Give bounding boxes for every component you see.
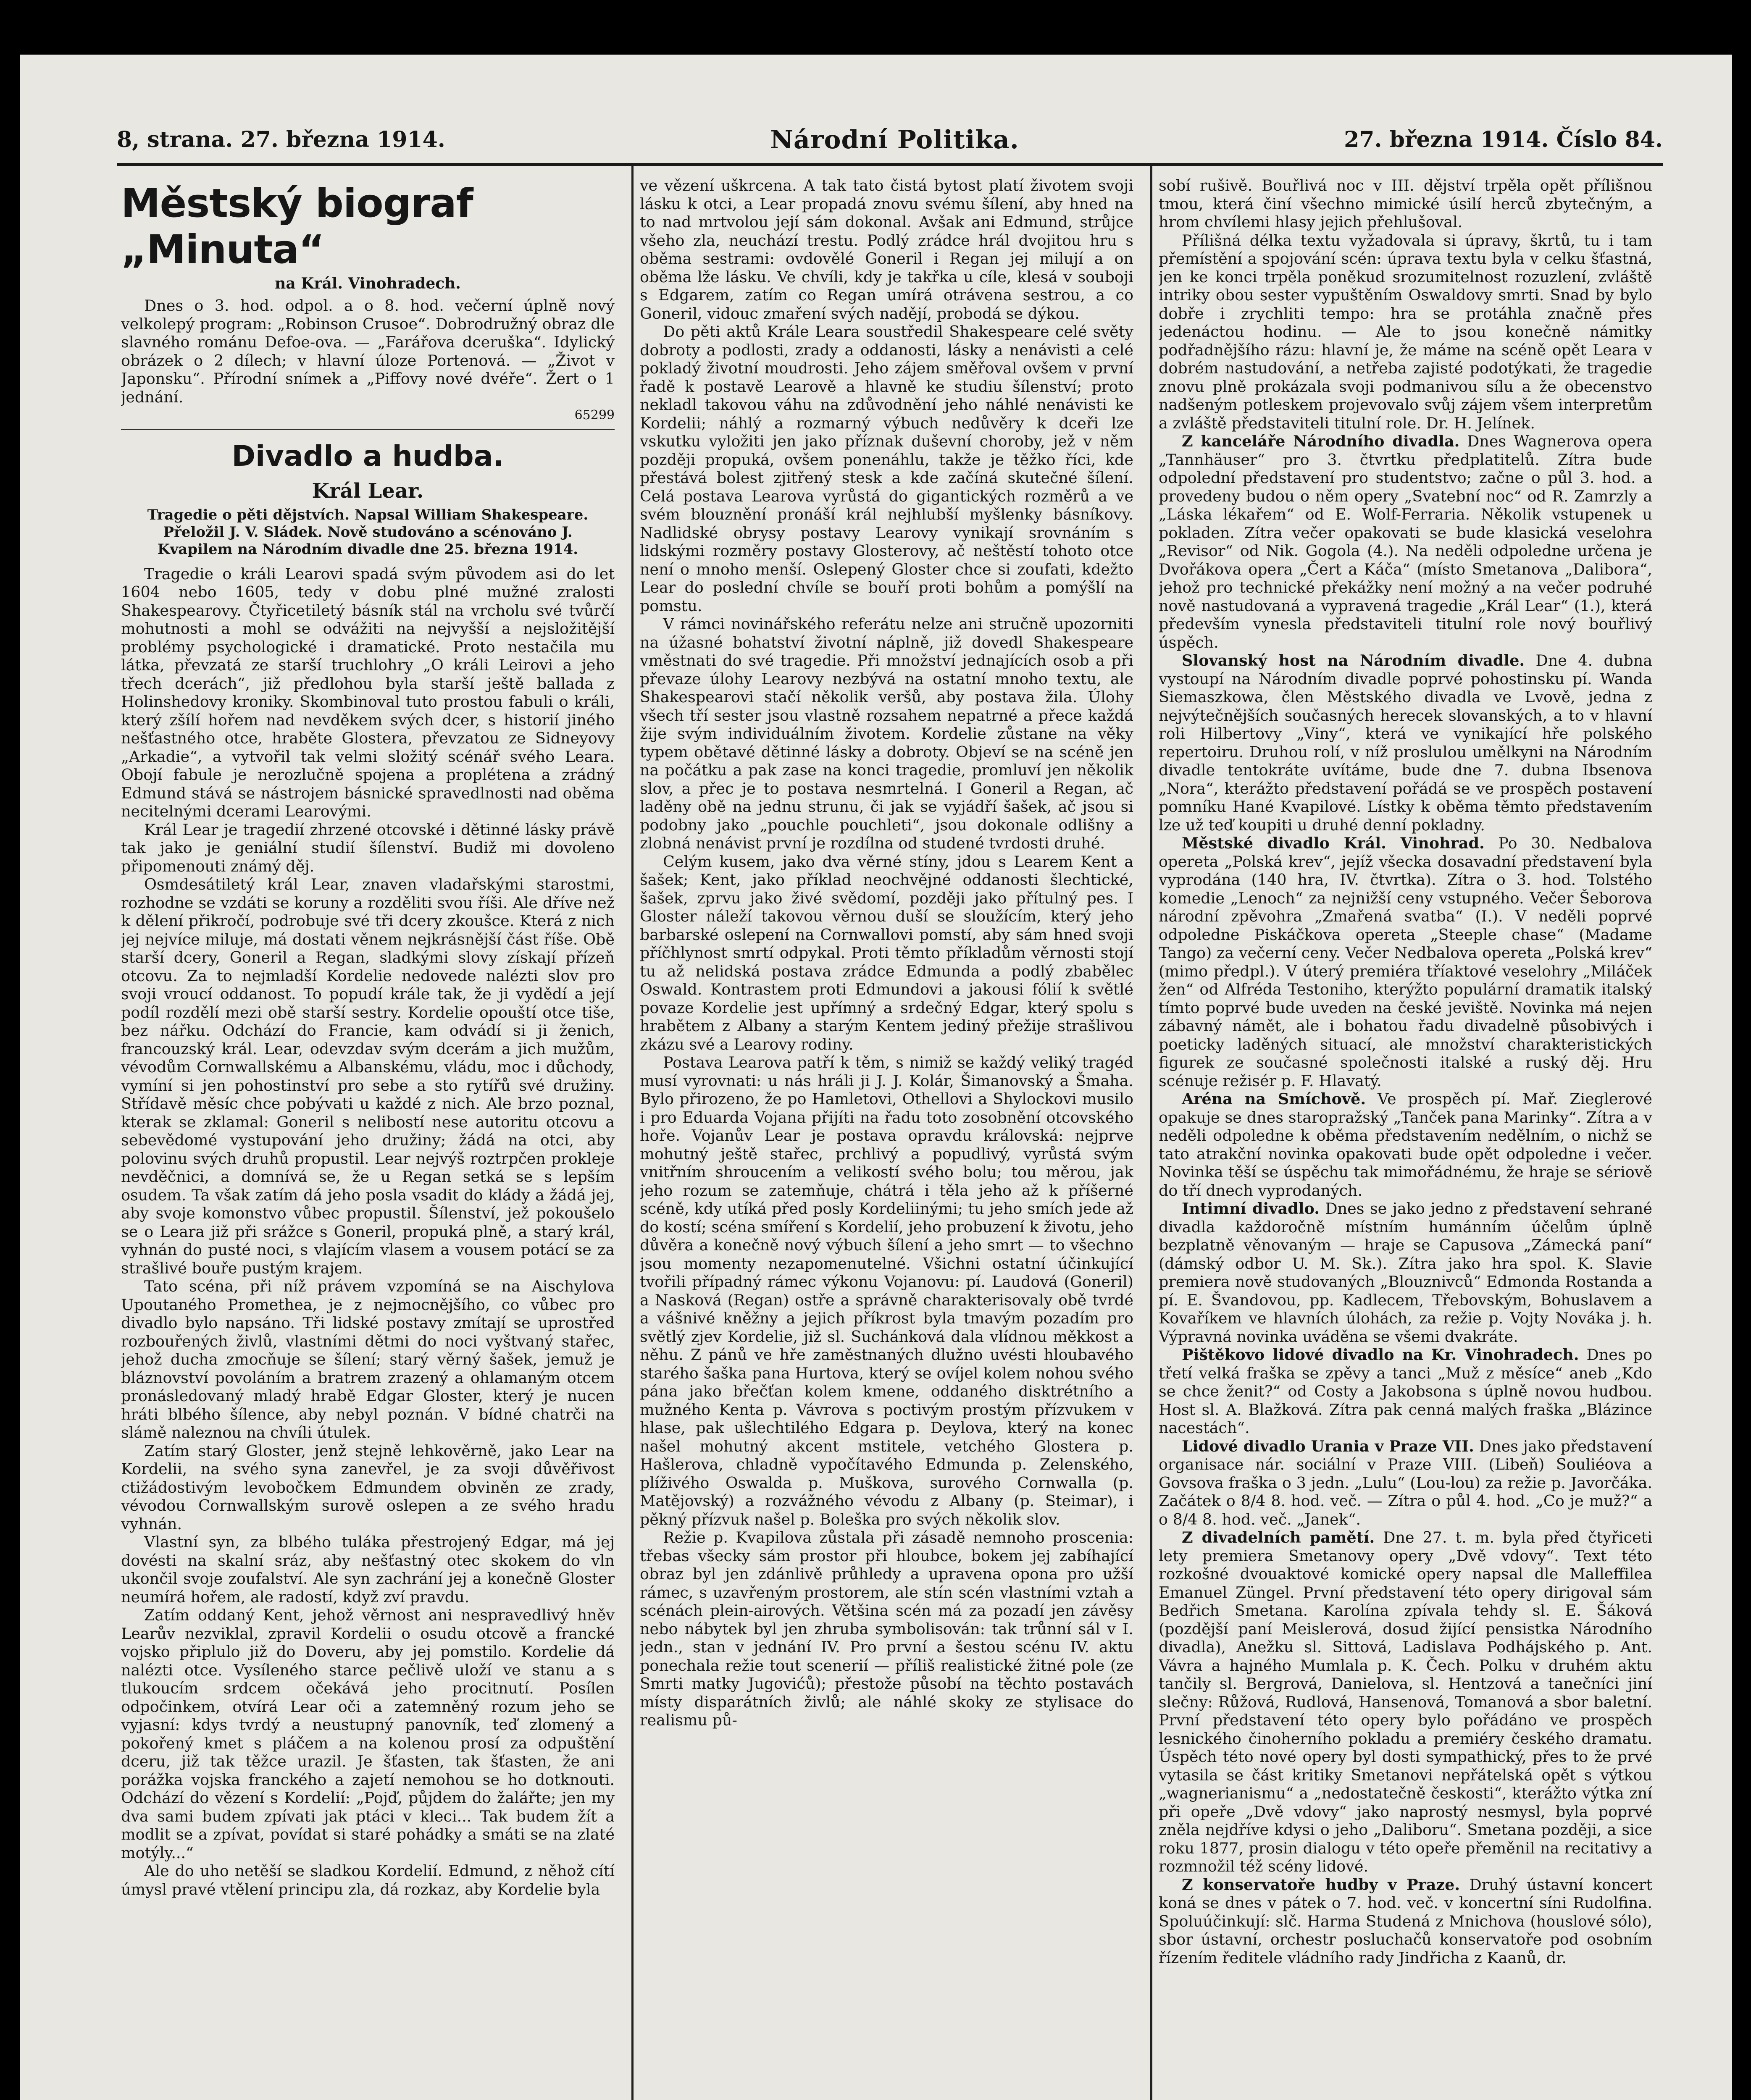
masthead-right: 27. března 1914. Číslo 84. xyxy=(1344,127,1663,152)
paragraph: Zatím starý Gloster, jenž stejně lehkověrně, jako Lear na Kordelii, na svého syna zanevřel, je za svoji důvěřivost ctižádostivým levobočkem Edmundem obviněn ze zrady, vévodou Cornwallským surově oslepen a ze svého hradu vyhnán. xyxy=(121,1441,615,1533)
masthead-rule xyxy=(117,163,1663,166)
ad-title: Městský biograf „Minuta“ xyxy=(121,181,473,273)
news-item-heading: Pištěkovo lidové divadlo na Kr. Vinohradech. xyxy=(1182,1346,1579,1364)
news-item xyxy=(1159,651,1652,834)
column-1 xyxy=(121,176,615,2100)
news-item-heading: Slovanský host na Národním divadle. xyxy=(1182,651,1525,669)
article-body xyxy=(121,565,615,1899)
ad-location: na Král. Vinohradech. xyxy=(275,275,461,292)
news-item-text: Dnes se jako jedno z představení sehrané divadla každoročně místním humánním účelům úplně bezplatně věnovaným — hraje se Capusova „Zámecká paní“ (dámský odbor U. M. Sk.). Zítra jako hra spol. K. Slavie premiera nově studovaných „Blouznivců“ Edmonda Rostanda a pí. E. Švandovou, pp. Kadlecem, Třebovským, Bohuslavem a Kovaříkem ve hlavních úlohách, za režie p. Vojty Nováka j. h. Výpravná novinka uváděna se všemi dvakráte. xyxy=(1159,1200,1652,1346)
news-item-text: Dne 27. t. m. byla před čtyřiceti lety premiera Smetanovy opery „Dvě vdovy“. Text této rozkošné dvouaktové komické opery napsal dle Malleffilea Emanuel Züngel. První představení této opery dirigoval sám Bedřich Smetana. Karolína zpívala tehdy sl. E. Šáková (pozdější paní Meislerová, dosud žijící pensistka Národního divadla), Anežku sl. Sittová, Ladislava Podhájského p. Ant. Vávra a hajného Mumlala p. K. Čech. Polku v druhém aktu tančily sl. Bergrová, Danielova, sl. Hentzová a tanečníci jiní slečny: Růžová, Rudlová, Hansenová, Tomanová a sbor baletní. První představení této opery bylo pořádáno ve prospěch lesnického činoherního pokladu a premiéry českého dramatu. Úspěch této nové opery byl dosti sympathický, přes to že prvé vytasila se část kritiky Smetanovi nepřátelská opět s výtkou „wagnerianismu“ a „nedostatečně českosti“, kterážto výtka zní při opeře „Dvě vdovy“ jako naprostý nesmysl, byla poprvé zněla nejdříve kdysi o jeho „Daliboru“. Smetana později, a sice roku 1877, prosin dialogu v této opeře přeměnil na recitativy a rozmnožil též scény lidové. xyxy=(1159,1528,1652,1875)
news-item-text: Dnes jako představení organisace nár. sociální v Praze VIII. (Libeň) Souliéova a Govsova fraška o 3 jedn. „Lulu“ (Lou-lou) za režie p. Javorčáka. Začátek o 8/4 8. hod. več. — Zítra o půl 4. hod. „Co je muž?“ a o 8/4 8. hod. več. „Janek“. xyxy=(1159,1437,1652,1528)
news-item-heading: Lidové divadlo Urania v Praze VII. xyxy=(1182,1437,1474,1455)
article-title: Král Lear. xyxy=(312,479,424,503)
news-item-heading: Intimní divadlo. xyxy=(1182,1200,1320,1218)
news-item-text: Dnes Wagnerova opera „Tannhäuser“ pro 3. čtvrtku předplatitelů. Zítra bude odpolední představení pro studentstvo; začne o půl 3. hod. a provedeny budou o něm opery „Svatební noc“ od R. Zamrzly a „Láska lékařem“ od E. Wolf-Ferraria. Několik vstupenek u pokladen. Zítra večer opakovati se bude klasická veselohra „Revisor“ od Nik. Gogola (4.). Na neděli odpoledne určena je Dvořákova opera „Čert a Káča“ (místo Smetanova „Dalibora“, jehož pro technické překážky není možný a na večer podruhé nově nastudovaná a vypravená tragedie „Král Lear“ (1.), která především vynesla představiteli titulní role nový bouřlivý úspěch. xyxy=(1159,432,1652,651)
news-item xyxy=(1159,1346,1652,1437)
paragraph: Tragedie o králi Learovi spadá svým původem asi do let 1604 nebo 1605, tedy v dobu plné mužné zralosti Shakespearovy. Čtyřicetiletý básník stál na vrcholu své tvůrčí mohutnosti a mohl se odvážiti na nejvyšší a nejsložitější problémy psychologické i dramatické. Proto nestačila mu látka, převzatá ze starší truchlohry „O králi Leirovi a jeho třech dcerách“, již předlohou byla starší ještě ballada z Holinshedovy kroniky. Skombinoval tuto prostou fabuli o králi, který zšílí hořem nad nevděkem svých dcer, s historií jiného nešťastného otce, hraběte Glostera, převzatou ze Sidneyovy „Arkadie“, a vytvořil tak velmi složitý scénář svého Leara. Obojí fabule je nerozlučně spojena a proplétena a zrádný Edmund stává se nástrojem básnické spravedlnosti nad oběma necitelnými dcerami Learovými. xyxy=(121,564,615,820)
article-body-continued xyxy=(640,176,1133,1730)
news-item-text: Dne 4. dubna vystoupí na Národním divadle poprvé pohostinsku pí. Wanda Siemaszkowa, člen Městského divadla ve Lvově, jedna z nejvýtečnějších současných herecek slovanských, a to v hlavní roli Hilbertovy „Viny“, která ve vynikající hře polského repertoiru. Druhou rolí, v níž proslulou umělkyni na Národním divadle tentokráte uvítáme, bude dne 7. dubna Ibsenova „Nora“, kterážto představení pořádá se ve prospěch postavení pomníku Hané Kvapilové. Lístky k oběma těmto představením lze už teď koupiti u druhé denní pokladny. xyxy=(1159,651,1652,834)
news-item xyxy=(1159,834,1652,1090)
news-item xyxy=(1159,1200,1652,1346)
news-item-heading: Z kanceláře Národního divadla. xyxy=(1182,432,1460,450)
news-item-text: Ve prospěch pí. Mař. Zieglerové opakuje se dnes staropražský „Tanček pana Marinky“. Zítra a v neděli odpoledne k oběma představením nedělním, o nichž se tato atrakční novinka opakovati bude opět odpoledne i večer. Novinka těší se úspěchu tak mimořádnému, že hraje se sériově do tří dnech vyprodaných. xyxy=(1159,1090,1652,1200)
news-item xyxy=(1159,1090,1652,1200)
theatre-news xyxy=(1159,432,1652,1967)
paragraph: Zatím oddaný Kent, jehož věrnost ani nespravedlivý hněv Learův nezviklal, zpravil Kordelii o osudu otcově a francké vojsko připlulo již do Doveru, aby jej pomstilo. Kordelie dá nalézti otce. Vysíleného starce pečlivě uloží ve stanu a s tlukoucím srdcem očekává jeho procitnutí. Posílen odpočinkem, otvírá Lear oči a zatemněný rozum jeho se vyjasní: kdys tvrdý a neustupný panovník, teď zlomený a pokořený kmet s pláčem a na kolenou prosí za odpuštění dceru, již tak těžce urazil. Je šťasten, tak šťasten, že ani porážka vojska franckého a zajetí nemohou se ho dotknouti. Odchází do vězení s Kordelií: „Pojď, půjdem do žalářte; jen my dva sami budem zpívati jak ptáci v kleci... Tak budem žít a modlit se a zpívat, povídat si staré pohádky a smáti se na zlaté motýly...“ xyxy=(121,1606,615,1862)
news-item-text: Dnes po třetí velká fraška se zpěvy a tanci „Muž z měsíce“ aneb „Kdo se chce ženit?“ od Costy a Jakobsona s úplně novou hudbou. Host sl. A. Blažková. Zítra pak cenná malých fraška „Blázince nacestách“. xyxy=(1159,1346,1652,1437)
paragraph: Král Lear je tragedií zhrzené otcovské i dětinné lásky právě tak jako je geniální studií šílenství. Budiž mi dovoleno připomenouti známý děj. xyxy=(121,820,615,875)
news-item-heading: Aréna na Smíchově. xyxy=(1182,1090,1366,1108)
column-rule-2 xyxy=(1150,166,1152,2100)
ad-body: Dnes o 3. hod. odpol. a o 8. hod. večerní úplně nový velkolepý program: „Robinson Crusoe“. Dobrodružný obraz dle slavného románu Defoe-ova. — „Farářova dceruška“. Idylický obrázek o 2 dílech; v hlavní úloze Portenová. — „Život v Japonsku“. Přírodní snímek a „Piffovy nové dvéře“. Žert o 1 jednání. xyxy=(121,297,615,406)
article-body-end xyxy=(1159,176,1652,432)
news-item-heading: Městské divadlo Král. Vinohrad. xyxy=(1182,834,1485,852)
news-item xyxy=(1159,1876,1652,1967)
section-title: Divadlo a hudba. xyxy=(231,439,504,473)
paragraph: Vlastní syn, za blbého tuláka přestrojený Edgar, má jej dovésti na skalní sráz, aby nešťastný otec skokem do vln ukončil svoje zoufalství. Ale syn zachrání jej a konečně Gloster neumírá hořem, ale radostí, když zví pravdu. xyxy=(121,1533,615,1606)
news-item-text: Druhý ústavní koncert koná se dnes v pátek o 7. hod. več. v koncertní síni Rudolfina. Spoluúčinkují: slč. Harma Studená z Mnichova (houslové sólo), sbor ústavní, orchestr posluchačů konservatoře pod osobním řízením ředitele vládního rady Jindřicha z Kaanů, dr. xyxy=(1159,1875,1652,1967)
paragraph: Osmdesátiletý král Lear, znaven vladařskými starostmi, rozhodne se vzdáti se koruny a rozděliti svou říši. Ale dříve než k dělení přikročí, podrobuje své tři dcery zkoušce. Která z nich jej nejvíce miluje, má dostati věnem nejkrásnější část říše. Obě starší dcery, Goneril a Regan, sladkými slovy získají přízeň otcovu. Za to nejmladší Kordelie nedovede nalézti slov pro svoji vroucí oddanost. To popudí krále tak, že ji vydědí a její podíl rozdělí mezi obě starší sestry. Kordelie opouští otce tiše, bez nářku. Odchází do Francie, kam odvádí si ji ženich, francouzský král. Lear, odevzdav svým dcerám a jich mužům, vévodům Cornwallskému a Albanskému, vládu, moc i důchody, vymíní si jen pohostinství pro sebe a sto rytířů své družiny. Střídavě měsíc chce pobývati u každé z nich. Ale brzo poznal, kterak se zklamal: Goneril s nelibostí nese autoritu otcovu a sebevědomé vystupování jeho družiny; žádá na otci, aby polovinu svých druhů propustil. Lear nejvýš roztrpčen prokleje nevděčnici, a domnívá se, že u Regan setká se s lepším osudem. Ta však zatím dá jeho posla vsadit do klády a žádá jej, aby svoje komonstvo vůbec propustil. Šílenství, jež pokoušelo se o Leara již při srážce s Goneril, propuká plně, a starý král, vyhnán do pusté noci, s vlajícím vlasem a vousem potácí se za strašlivé bouře pustým krajem. xyxy=(121,875,615,1277)
paragraph: Postava Learova patří k těm, s nimiž se každý veliký tragéd musí vyrovnati: u nás hráli ji J. J. Kolár, Šimanovský a Šmaha. Bylo přirozeno, že po Hamletovi, Othellovi a Shylockovi musilo i pro Eduarda Vojana přijíti na řadu toto zosobnění otcovského hoře. Vojanův Lear je postava opravdu královská: nejprve mohutný ještě stařec, prchlivý a popudlivý, vyrůstá svým vnitřním shroucením a velikostí svého bolu; tou měrou, jak jeho rozum se zatemňuje, chátrá i těla jeho až k příšerné scéně, kdy utíká před posly Kordeliinými; tu jeho smích jede až do kostí; scéna smíření s Kordelií, jeho probuzení k životu, jeho důvěra a konečně nový výbuch šílení a jeho smrt — to všechno jsou momenty nezapomenutelné. Všichni ostatní účinkující tvořili případný rámec výkonu Vojanovu: pí. Laudová (Goneril) a Nasková (Regan) ostře a správně charakterisovaly obě tvrdé a vášnivé kněžny a jejich příkrost byla tmavým pozadím pro světlý zjev Kordelie, již sl. Suchánková dala vlídnou měkkost a něhu. Z pánů ve hře zaměstnaných dlužno uvésti hloubavého starého šaška pana Hurtova, který se ovíjel kolem nohou svého pána jako břečťan kolem kmene, oddaného disktrétního a mužného Kenta p. Vávrova s poctivým prostým přízvukem v hlase, pak ušlechtilého Edgara p. Deylova, který na konec našel mohutný akcent mstitele, vetchého Glostera p. Hašlerova, chladně vypočítavého Edmunda p. Zelenského, plíživého Oswalda p. Muškova, surového Cornwalla (p. Matějovský) a rozvážného vévodu z Albany (p. Steimar), i pěkný přízvuk našel p. Boleška pro svých několik slov. xyxy=(640,1053,1133,1528)
paragraph: Režie p. Kvapilova zůstala při zásadě nemnoho proscenia: třebas všecky sám prostor při hloubce, bokem jej zabíhající obraz byl jen zdánlivě průhledy a upravena opona pro užší rámec, s uzavřeným prostorem, ale stín scén vlastními vztah a scénách plein-airových. Většina scén má za pozadí jen závěsy nebo nábytek byl jen zhruba symbolisován: tak trůnní sál v I. jedn., stan v jednání IV. Pro první a šestou scénu IV. aktu ponechala režie tout scenerií — příliš realistické žitné pole (ze Smrti matky Jugovićů); přestože působí na těchto postavách místy disparátních živlů; ale náhlé skoky ze stylisace do realismu pů- xyxy=(640,1528,1133,1729)
paragraph: sobí rušivě. Bouřlivá noc v III. dějství trpěla opět přílišnou tmou, která činí všechno mimické úsilí herců zbytečným, a hrom chvílemi hlasy jejich přehlušoval. xyxy=(1159,176,1652,231)
news-item-text: Po 30. Nedbalova opereta „Polská krev“, jejíž všecka dosavadní představení byla vyprodána (140 hra, IV. čtvrtka). Zítra o 3. hod. Tolstého komedie „Lenoch“ za nejnižší ceny vstupného. Večer Šeborova národní zpěvohra „Zmařená svatba“ (I.). V neděli poprvé odpoledne Piskáčkova opereta „Steeple chase“ (Madame Tango) za večerní ceny. Večer Nedbalova opereta „Polská krev“ (mimo předpl.). V úterý premiéra tříaktové veselohry „Miláček žen“ od Alfréda Testoniho, kterýžto populární dramatik italský tímto poprvé bude uveden na české jeviště. Novinka má nejen zábavný námět, ale i bohatou řadu divadelně působivých i poeticky laděných situací, ale množství charakteristických figurek ze současné společnosti italské a ruský děj. Hru scénuje režisér p. F. Hlavatý. xyxy=(1159,834,1652,1090)
news-item-heading: Z konservatoře hudby v Praze. xyxy=(1182,1875,1460,1894)
paragraph: Celým kusem, jako dva věrné stíny, jdou s Learem Kent a šašek; Kent, jako příklad neochvějné oddanosti šlechtické, šašek, zprvu jako živé svědomí, později jako přítulný pes. I Gloster náleží takovou věrnou duší se sloužícím, který jeho barbarské oslepení na Cornwallovi pomstí, aby sám hned svoji příčhlynost smrtí odpykal. Proti těmto příkladům věrnosti stojí tu až nelidská postava zrádce Edmunda a podlý zbabělec Oswald. Kontrastem proti Edmundovi a jakousi fólií k světlé povaze Kordelie jest upřímný a srdečný Edgar, který spolu s hrabětem z Albany a starým Kentem jediný přežije strašlivou zkázu své a Learovy rodiny. xyxy=(640,852,1133,1053)
separator xyxy=(121,429,615,430)
paragraph: Do pěti aktů Krále Leara soustředil Shakespeare celé světy dobroty a podlosti, zrady a oddanosti, lásky a nenávisti a celé pokladý životní moudrosti. Jeho zájem směřoval ovšem v první řadě k postavě Learově a hlavně ke studiu šílenství; proto nekladl takovou váhu na zdůvodnění jeho náhlé nenávisti ke Kordelii; náhlý a rozmarný výbuch nedůvěry k dceři lze vskutku vyložiti jen jako příznak duševní choroby, jež v něm později propuká, ovšem ponenáhlu, takže je těžko říci, kde přestává bolest zjitřený stesk a kde začíná skutečné šílení. Celá postava Learova vyrůstá do gigantických rozměrů a ve svém blouznění pronáší král nejhlubší myšlenky básníkovy. Nadlidské obrysy postavy Learovy vynikají srovnáním s lidskými rozměry postavy Glosterovy, ač neštěstí tohoto otce není o mnoho menší. Oslepený Gloster chce si zoufati, kdežto Lear do poslední chvíle se bouří proti bohům a pomýšlí na pomstu. xyxy=(640,323,1133,615)
paragraph: ve vězení uškrcena. A tak tato čistá bytost platí životem svoji lásku k otci, a Lear propadá znovu svému šílení, aby hned na to nad mrtvolou její sám dokonal. Avšak ani Edmund, strůjce všeho zla, neuchází trestu. Podlý zrádce hrál dvojitou hru s oběma sestrami: ovdovělé Goneril i Regan jej milují a on oběma lže lásku. Ve chvíli, kdy je takřka u cíle, klesá v souboji s Edgarem, zatím co Regan umírá otrávena sestrou, a co Goneril, vidouc zmaření svých nadějí, probodá se dýkou. xyxy=(640,176,1133,323)
news-item-heading: Z divadelních pamětí. xyxy=(1182,1528,1375,1546)
article-subtitle: Tragedie o pěti dějstvích. Napsal William Shakespeare. Přeložil J. V. Sládek. Nově studováno a scénováno J. Kvapilem na Národním divadle dne 25. března 1914. xyxy=(147,506,589,558)
masthead-left: 8, strana. 27. března 1914. xyxy=(117,127,445,152)
newspaper-page xyxy=(20,55,1732,2100)
news-item xyxy=(1159,1528,1652,1876)
column-3 xyxy=(1159,176,1652,2100)
column-2 xyxy=(640,176,1133,2100)
news-item xyxy=(1159,1437,1652,1529)
column-rule-1 xyxy=(631,166,634,2100)
ad-reference: 65299 xyxy=(574,408,615,423)
news-item xyxy=(1159,432,1652,651)
masthead-title: Národní Politika. xyxy=(770,125,1019,155)
masthead xyxy=(117,120,1663,160)
paragraph: V rámci novinářského referátu nelze ani stručně upozorniti na úžasné bohatství životní náplně, již dovedl Shakespeare vměstnati do své tragedie. Při množství jednajících osob a při převaze úlohy Learovy nezbývá na ostatní mnoho textu, ale Shakespearovi stačí několik veršů, aby postava žila. Úlohy všech tří sester jsou vlastně rozsahem nepatrné a přece každá žije svým individuálním životem. Kordelie zůstane na věky typem obětavé dětinné lásky a dobroty. Objeví se na scéně jen na počátku a pak zase na konci tragedie, promluví jen několik slov, a přec je to postava nesmrtelná. I Goneril a Regan, ač laděny obě na jednu strunu, či jak se vyjádří šašek, ač jsou si podobny jako „pouchle pouchleti“, jsou dokonale odlišny a zlobná nenávist první je rozdílna od studené tvrdosti druhé. xyxy=(640,615,1133,852)
paragraph: Přílišná délka textu vyžadovala si úpravy, škrtů, tu i tam přemístění a spojování scén: úprava textu byla v celku šťastná, jen ke konci trpěla poněkud srozumitelnost rozuzlení, zvláště intriky obou sester vypuštěním Oswaldovy smrti. Snad by bylo dobře i zrychliti tempo: hra se protáhla značně přes jedenáctou hodinu. — Ale to jsou konečně námitky podřadnějšího rázu: hlavní je, že máme na scéně opět Leara v dobrém nastudování, a netřeba zajisté podotýkati, že tragedie znovu plně prokázala svoji podmanivou sílu a že obecenstvo nadšeným potleskem projevovalo svůj zájem všem interpretům a zvláště představiteli titulní role. Dr. H. Jelínek. xyxy=(1159,231,1652,432)
paragraph: Ale do uho netěší se sladkou Kordelií. Edmund, z něhož cítí úmysl pravé vtělení principu zla, dá rozkaz, aby Kordelie byla xyxy=(121,1862,615,1898)
paragraph: Tato scéna, při níž právem vzpomíná se na Aischylova Upoutaného Promethea, je z nejmocnějšího, co vůbec pro divadlo bylo napsáno. Tři lidské postavy zmítají se uprostřed rozbouřených živlů, vlastními dětmi do noci vyštvaný stařec, jehož ducha zmocňuje se šílení; starý věrný šašek, jemuž je bláznovství povoláním a bratrem zrazený a ohlamaným otcem pronásledovaný mladý hrabě Edgar Gloster, který je nucen hráti blbého šílence, aby nebyl poznán. V bídné chatrči na slámě naleznou na chvíli útulek. xyxy=(121,1277,615,1441)
